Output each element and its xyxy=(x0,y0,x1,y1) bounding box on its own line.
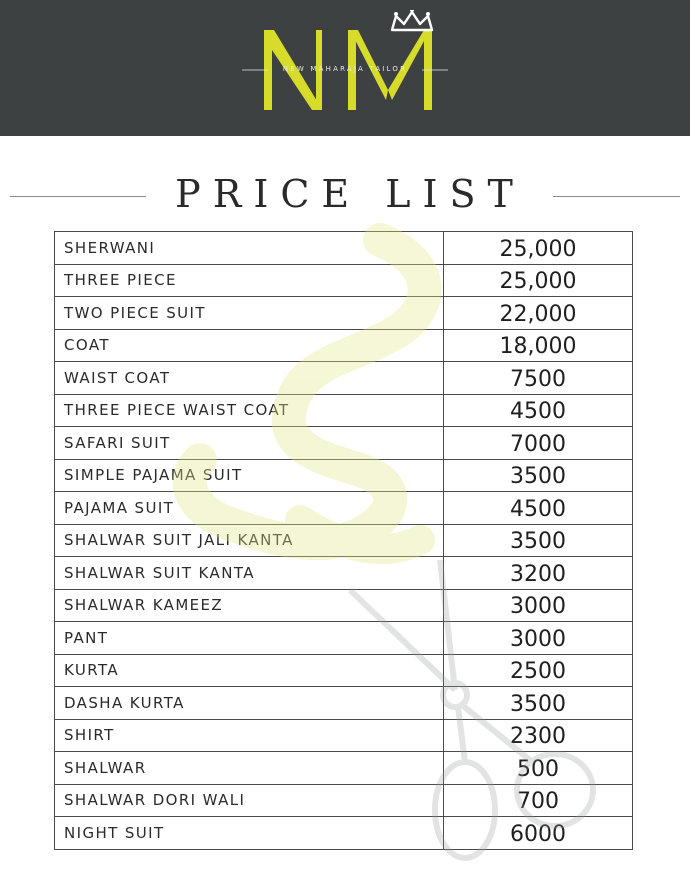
title-divider-right xyxy=(553,196,680,197)
item-price: 25,000 xyxy=(444,264,633,297)
item-name: SHALWAR SUIT JALI KANTA xyxy=(55,524,444,557)
item-price: 3200 xyxy=(444,557,633,590)
table-row xyxy=(55,427,633,460)
item-price: 3500 xyxy=(444,524,633,557)
table-row xyxy=(55,784,633,817)
crown-icon xyxy=(392,10,432,30)
item-price: 500 xyxy=(444,752,633,785)
item-name: SHALWAR DORI WALI xyxy=(55,784,444,817)
title-divider-left xyxy=(10,196,146,197)
item-price: 6000 xyxy=(444,817,633,850)
item-name: TWO PIECE SUIT xyxy=(55,297,444,330)
item-price: 3000 xyxy=(444,622,633,655)
item-name: NIGHT SUIT xyxy=(55,817,444,850)
table-row xyxy=(55,719,633,752)
table-row xyxy=(55,329,633,362)
item-price: 3000 xyxy=(444,589,633,622)
item-name: SHALWAR KAMEEZ xyxy=(55,589,444,622)
item-price: 4500 xyxy=(444,492,633,525)
table-row xyxy=(55,622,633,655)
item-name: SHALWAR xyxy=(55,752,444,785)
logo-subtitle: NEW MAHARAJA TAILOR xyxy=(282,65,408,73)
page-title: PRICE LIST xyxy=(175,172,525,216)
item-price: 2300 xyxy=(444,719,633,752)
item-price: 2500 xyxy=(444,654,633,687)
item-name: THREE PIECE WAIST COAT xyxy=(55,394,444,427)
title-row xyxy=(0,170,690,218)
item-price: 700 xyxy=(444,784,633,817)
item-price: 7000 xyxy=(444,427,633,460)
table-row xyxy=(55,264,633,297)
table-row xyxy=(55,394,633,427)
item-name: SIMPLE PAJAMA SUIT xyxy=(55,459,444,492)
item-name: SHALWAR SUIT KANTA xyxy=(55,557,444,590)
table-row xyxy=(55,752,633,785)
item-price: 18,000 xyxy=(444,329,633,362)
brand-logo xyxy=(242,10,448,126)
item-name: COAT xyxy=(55,329,444,362)
item-name: WAIST COAT xyxy=(55,362,444,395)
item-price: 3500 xyxy=(444,687,633,720)
item-name: THREE PIECE xyxy=(55,264,444,297)
item-name: KURTA xyxy=(55,654,444,687)
item-name: PANT xyxy=(55,622,444,655)
item-price: 25,000 xyxy=(444,232,633,265)
table-row xyxy=(55,232,633,265)
item-price: 4500 xyxy=(444,394,633,427)
item-price: 22,000 xyxy=(444,297,633,330)
item-name: DASHA KURTA xyxy=(55,687,444,720)
header-banner xyxy=(0,0,690,136)
item-name: SHERWANI xyxy=(55,232,444,265)
item-price: 7500 xyxy=(444,362,633,395)
table-row xyxy=(55,557,633,590)
table-row xyxy=(55,654,633,687)
item-name: SHIRT xyxy=(55,719,444,752)
item-name: PAJAMA SUIT xyxy=(55,492,444,525)
table-row xyxy=(55,524,633,557)
table-row xyxy=(55,297,633,330)
price-table xyxy=(54,231,633,850)
item-name: SAFARI SUIT xyxy=(55,427,444,460)
item-price: 3500 xyxy=(444,459,633,492)
table-row xyxy=(55,817,633,850)
table-row xyxy=(55,362,633,395)
table-row xyxy=(55,492,633,525)
table-row xyxy=(55,589,633,622)
table-row xyxy=(55,687,633,720)
table-row xyxy=(55,459,633,492)
